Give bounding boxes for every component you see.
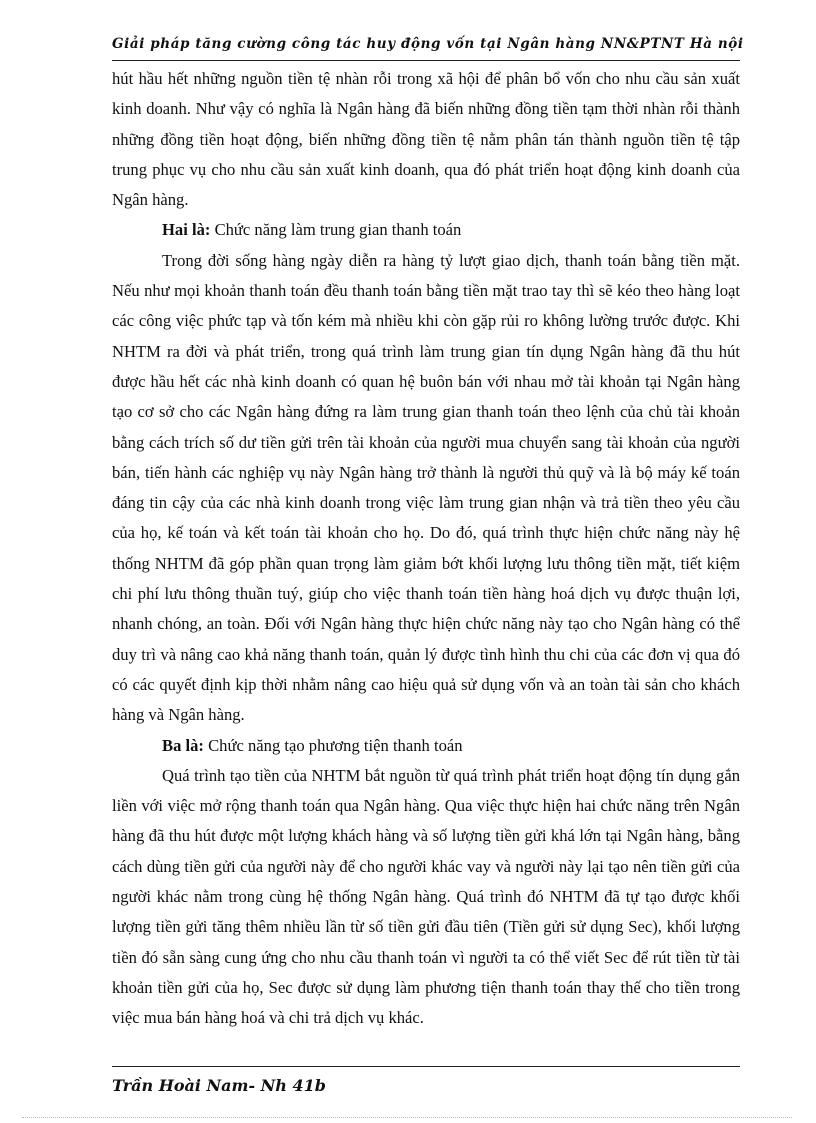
section-heading-2-text: Chức năng làm trung gian thanh toán bbox=[214, 220, 462, 240]
paragraph-1: hút hầu hết những nguồn tiền tệ nhàn rỗi trong xã hội để phân bổ vốn cho nhu cầu sản xuất kinh doanh. Như vậy có nghĩa là Ngân hàng đã biến những đồng tiền tạm thời nhàn rỗi thành những đồng tiền hoạt động, biến những đồng tiền tệ nằm phân tán thành nguồn tiền tệ tập trung phục vụ cho nhu cầu sản xuất kinh doanh, qua đó phát triển hoạt động kinh doanh của Ngân hàng. bbox=[112, 69, 740, 210]
section-heading-2 bbox=[112, 215, 740, 245]
footer-author: Trần Hoài Nam- Nh 41b bbox=[112, 1076, 326, 1095]
section-heading-3 bbox=[112, 731, 740, 761]
section-heading-2-label: Hai là: bbox=[162, 220, 211, 240]
paragraph-2: Trong đời sống hàng ngày diễn ra hàng tỷ lượt giao dịch, thanh toán bằng tiền mặt. Nếu như mọi khoản thanh toán đều thanh toán bằng tiền mặt trao tay thì sẽ kéo theo hàng loạt các công việc phức tạp và tốn kém mà nhiều khi còn gặp rủi ro không lường trước được. Khi NHTM ra đời và phát triển, trong quá trình làm trung gian tín dụng Ngân hàng đã thu hút được hầu hết các nhà kinh doanh có quan hệ buôn bán với nhau mở tài khoản tại Ngân hàng tạo cơ sở cho các Ngân hàng đứng ra làm trung gian thanh toán theo lệnh của chủ tài khoản bằng cách trích số dư tiền gửi trên tài khoản của người mua chuyển sang tài khoản của người bán, tiến hành các nghiệp vụ này Ngân hàng trở thành là người thủ quỹ và là bộ máy kế toán đáng tin cậy của các nhà kinh doanh trong việc làm trung gian nhận và trả tiền theo yêu cầu của họ, kế toán và kết toán tài khoản cho họ. Do đó, quá trình thực hiện chức năng này hệ thống NHTM đã góp phần quan trọng làm giảm bớt khối lượng lưu thông tiền mặt, tiết kiệm chi phí lưu thông thuần tuý, giúp cho việc thanh toán tiền hàng hoá dịch vụ được thuận lợi, nhanh chóng, an toàn. Đối với Ngân hàng thực hiện chức năng này tạo cho Ngân hàng có thể duy trì và nâng cao khả năng thanh toán, quản lý được tình hình thu chi của các đơn vị qua đó có các quyết định kịp thời nhằm nâng cao hiệu quả sử dụng vốn và an toàn tài sản cho khách hàng và Ngân hàng. bbox=[112, 250, 740, 725]
document-body bbox=[112, 64, 740, 1034]
page-edge-dotted-line bbox=[22, 1117, 792, 1118]
footer-rule bbox=[112, 1066, 740, 1067]
header-rule bbox=[112, 60, 740, 61]
page-header-title: Giải pháp tăng cường công tác huy động vốn tại Ngân hàng NN&PTNT Hà nội bbox=[112, 36, 744, 52]
section-heading-3-text: Chức năng tạo phương tiện thanh toán bbox=[208, 735, 463, 755]
section-heading-3-label: Ba là: bbox=[162, 735, 204, 755]
paragraph-3: Quá trình tạo tiền của NHTM bắt nguồn từ quá trình phát triển hoạt động tín dụng gắn liền với việc mở rộng thanh toán qua Ngân hàng. Qua việc thực hiện hai chức năng trên Ngân hàng đã thu hút được một lượng khách hàng và số lượng tiền gửi khá lớn tại Ngân hàng, bằng cách dùng tiền gửi của người này để cho người khác vay và người này lại tạo nên tiền gửi của người khác nằm trong cùng hệ thống Ngân hàng. Quá trình đó NHTM đã tự tạo được khối lượng tiền gửi tăng thêm nhiều lần từ số tiền gửi đầu tiên (Tiền gửi sử dụng Sec), khối lượng tiền đó sẵn sàng cung ứng cho nhu cầu thanh toán vì người ta có thể viết Sec để rút tiền từ tài khoản tiền gửi của họ, Sec được sử dụng làm phương tiện thanh toán thay thế cho tiền trong việc mua bán hàng hoá và chi trả dịch vụ khác. bbox=[112, 765, 740, 1028]
